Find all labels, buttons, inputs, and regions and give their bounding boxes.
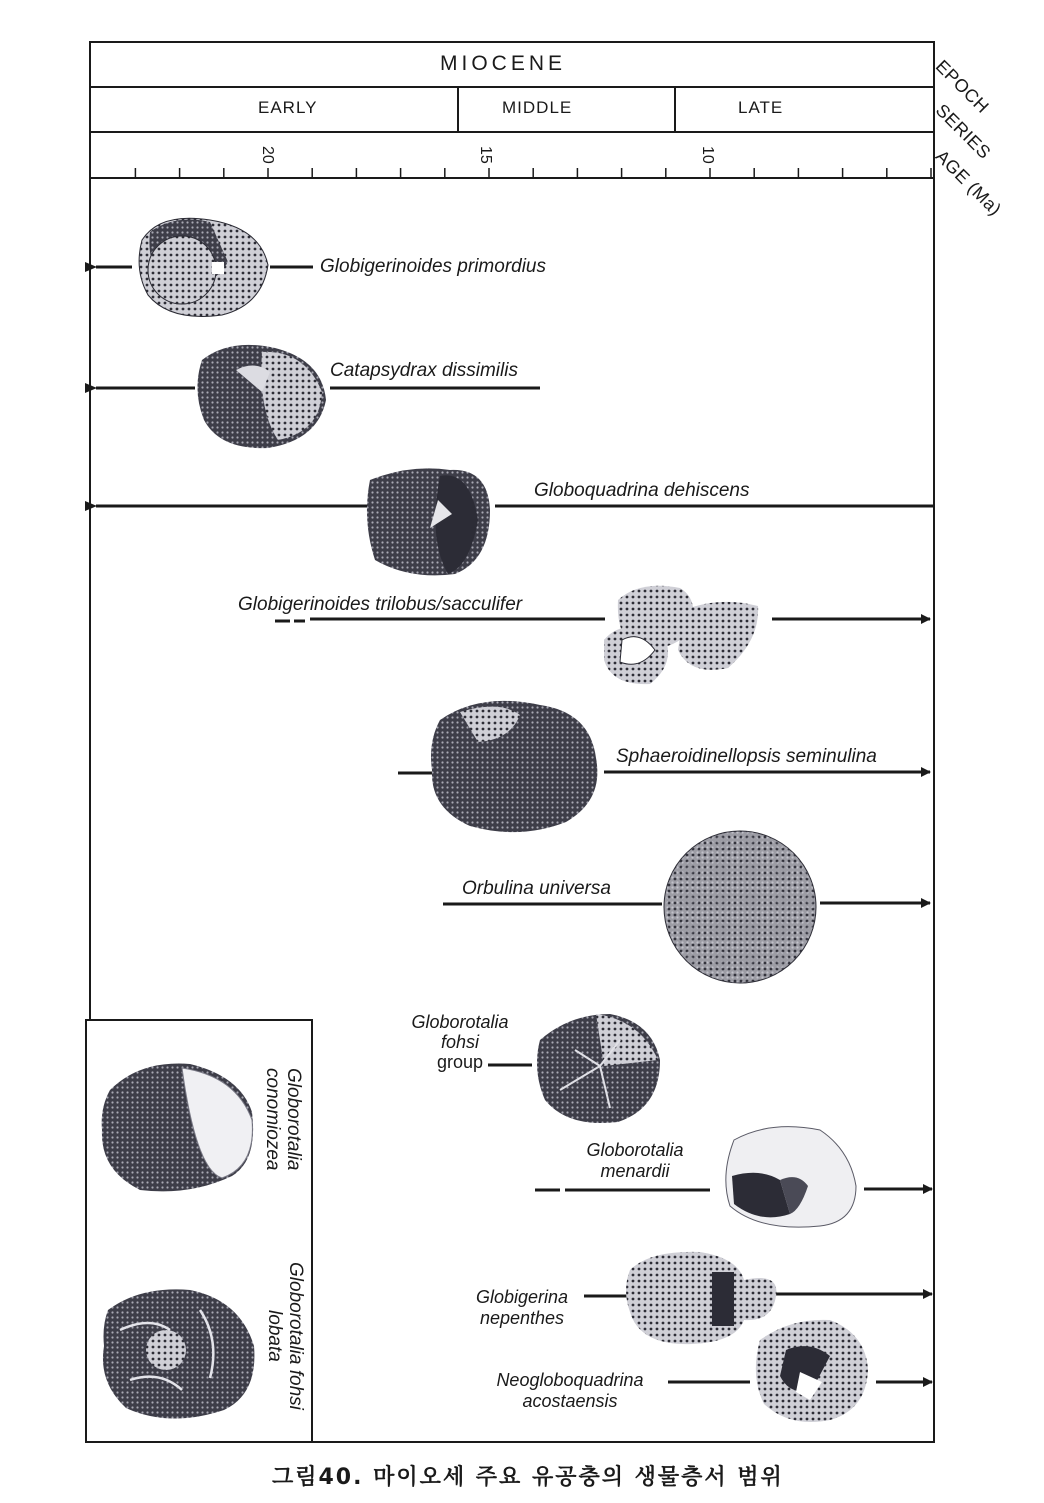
taxon-label-fohsi-group bbox=[400, 1012, 520, 1072]
taxon-label-dissimilis: Catapsydrax dissimilis bbox=[330, 360, 518, 381]
taxon-menardii-genus: Globorotalia bbox=[586, 1140, 684, 1160]
row-label-epoch: EPOCH bbox=[931, 56, 994, 118]
taxon-acostaensis-genus: Neogloboquadrina bbox=[496, 1370, 644, 1390]
taxon-label-seminulina: Sphaeroidinellopsis seminulina bbox=[616, 746, 877, 767]
taxon-label-dehiscens: Globoquadrina dehiscens bbox=[534, 480, 750, 501]
specimen-dissimilis bbox=[197, 345, 326, 448]
taxon-label-nepenthes bbox=[462, 1287, 582, 1329]
taxon-label-trilobus: Globigerinoides trilobus/sacculifer bbox=[238, 594, 523, 615]
specimen-orbulina bbox=[664, 831, 816, 983]
taxon-menardii-species: menardii bbox=[600, 1161, 670, 1181]
taxon-label-acostaensis bbox=[480, 1370, 660, 1412]
series-label-early: EARLY bbox=[258, 98, 318, 117]
figure-caption: 그림40. 마이오세 주요 유공충의 생물층서 범위 bbox=[272, 1465, 784, 1490]
inset-label-fohsi-lobata: Globorotalia fohsi lobata bbox=[264, 1262, 306, 1410]
taxon-label-orbulina: Orbulina universa bbox=[462, 878, 611, 899]
specimen-menardii bbox=[726, 1127, 856, 1227]
specimen-trilobus bbox=[604, 586, 758, 684]
series-label-middle: MIDDLE bbox=[502, 98, 573, 117]
age-tick-10: 10 bbox=[699, 146, 716, 164]
specimen-fohsi-group bbox=[537, 1014, 660, 1123]
taxon-nepenthes-genus: Globigerina bbox=[475, 1287, 569, 1307]
specimen-seminulina bbox=[431, 701, 597, 832]
taxon-label-menardii bbox=[570, 1140, 700, 1182]
taxon-acostaensis-species: acostaensis bbox=[522, 1391, 618, 1411]
specimen-dehiscens bbox=[367, 468, 490, 575]
row-label-age: AGE (Ma) bbox=[931, 146, 1006, 220]
age-axis-ticks bbox=[135, 168, 931, 178]
taxon-fohsi-species: fohsi bbox=[440, 1032, 480, 1052]
age-tick-20: 20 bbox=[259, 146, 276, 164]
series-label-late: LATE bbox=[738, 98, 784, 117]
taxon-fohsi-group-word: group bbox=[436, 1052, 484, 1072]
specimen-nepenthes bbox=[626, 1252, 776, 1344]
inset-label-conomiozea: Globorotalia conomiozea bbox=[262, 1068, 304, 1171]
taxon-label-primordius: Globigerinoides primordius bbox=[320, 256, 546, 277]
age-tick-15: 15 bbox=[477, 146, 494, 164]
taxon-nepenthes-species: nepenthes bbox=[479, 1308, 565, 1328]
specimen-primordius bbox=[139, 218, 268, 316]
row-label-series: SERIES bbox=[931, 100, 995, 163]
specimen-conomiozea bbox=[102, 1064, 253, 1192]
taxon-fohsi-genus: Globorotalia bbox=[411, 1012, 509, 1032]
epoch-label: MIOCENE bbox=[440, 52, 567, 75]
specimen-acostaensis bbox=[756, 1320, 868, 1422]
